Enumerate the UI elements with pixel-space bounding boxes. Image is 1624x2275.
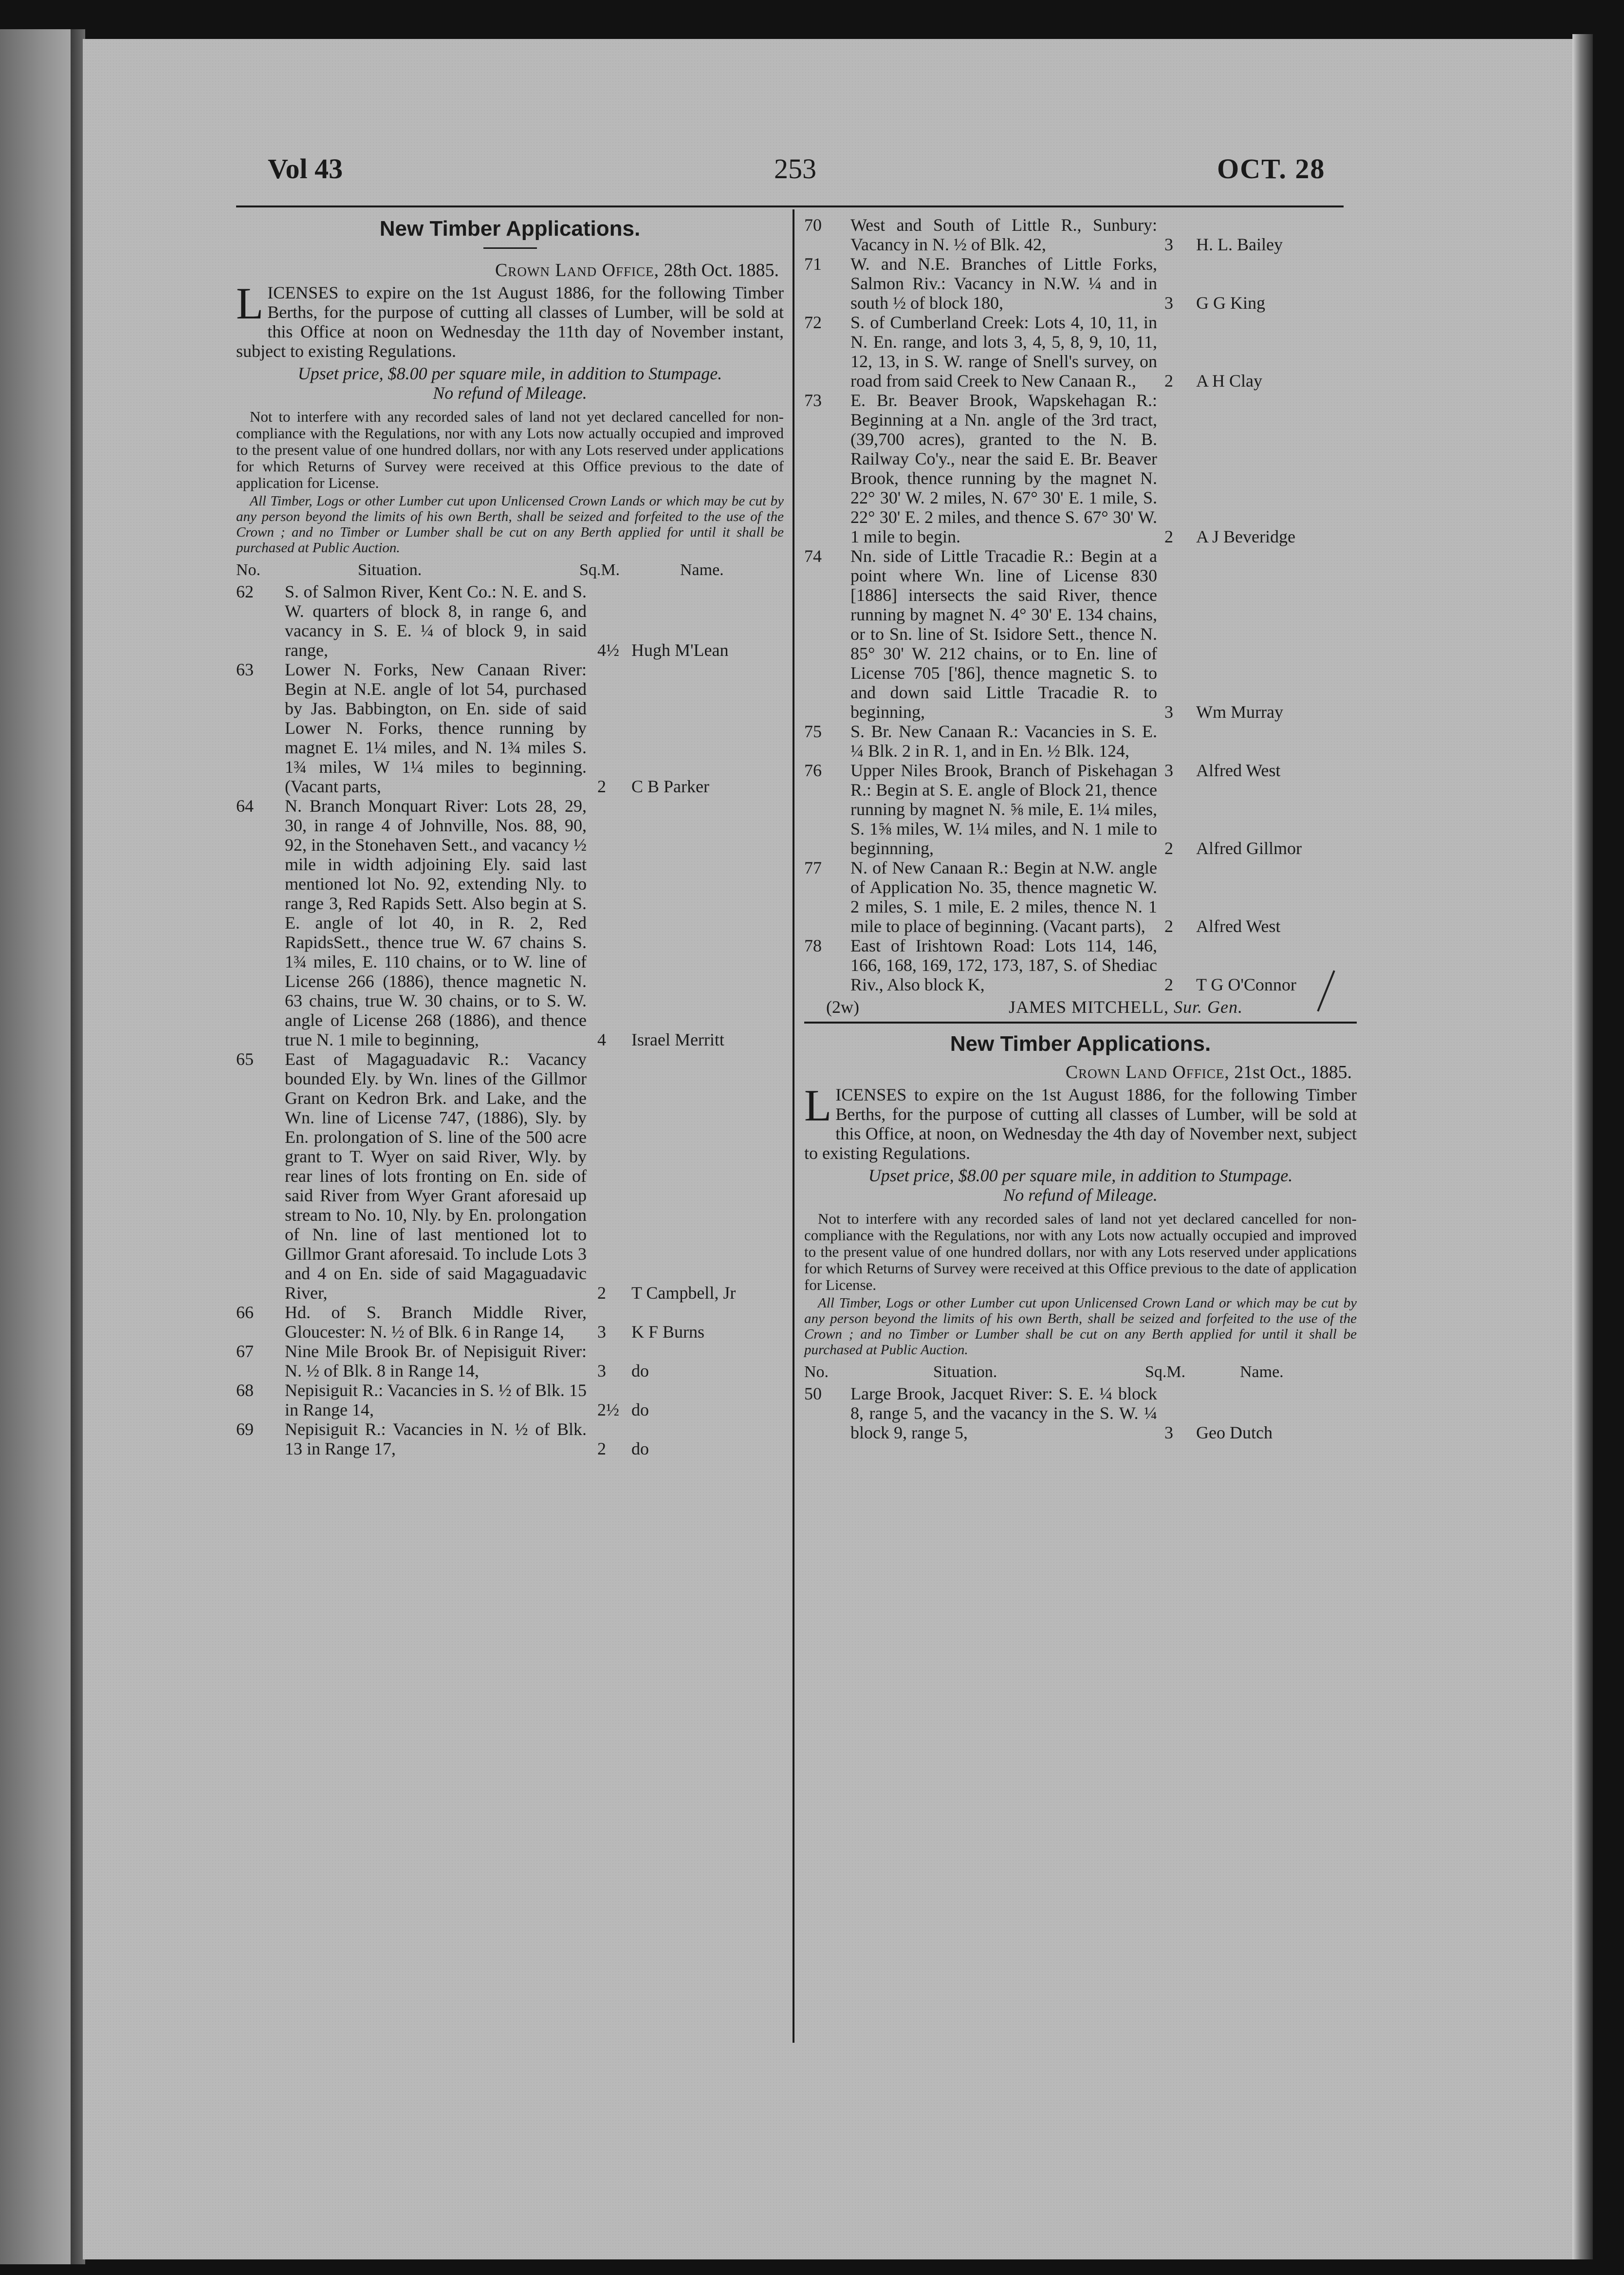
col-no-header: No. xyxy=(236,561,261,579)
no-refund: No refund of Mileage. xyxy=(1003,1185,1158,1205)
entry-name: Hugh M'Lean xyxy=(631,640,729,660)
entry-situation: West and South of Little R., Sunbury: Vacancy in N. ½ of Blk. 42, xyxy=(850,215,1157,254)
signatory xyxy=(1009,997,1243,1017)
header-rule xyxy=(236,205,1344,207)
entry-number: 70 xyxy=(804,215,822,235)
entry-number: 65 xyxy=(236,1049,254,1069)
entry-situation: Nine Mile Brook Br. of Nepisiguit River: N. ½ of Blk. 8 in Range 14, xyxy=(285,1342,587,1380)
entry-situation: Large Brook, Jacquet River: S. E. ¼ block 8, range 5, and the vacancy in the S. W. ¼ block 9, range 5, xyxy=(850,1384,1157,1442)
entry-number: 72 xyxy=(804,313,822,332)
entry-sq-miles: 3 xyxy=(1164,702,1173,722)
no-refund: No refund of Mileage. xyxy=(433,383,587,403)
entry-situation: Upper Niles Brook, Branch of Piskehagan R.: Begin at S. E. angle of Block 21, thence running by magnet N. ⅝ mile, E. 1¼ miles, S. 1⅝ miles, W. 1¼ miles, and N. 1 mile to beginnning, xyxy=(850,761,1157,858)
left-entry-list xyxy=(236,582,784,1458)
entry-sq-miles: 4 xyxy=(597,1030,606,1049)
table-row xyxy=(236,1380,784,1419)
table-header xyxy=(804,1362,1357,1384)
entry-name: Alfred Gillmor xyxy=(1196,839,1302,858)
entry-sq-miles: 3 xyxy=(1164,235,1173,254)
entry-sq-miles: 3 xyxy=(1164,293,1173,313)
entry-sq-miles: 2 xyxy=(1164,839,1173,858)
right-column xyxy=(804,215,1357,1442)
table-row xyxy=(236,1303,784,1342)
entry-sq-miles: 2 xyxy=(1164,371,1173,391)
entry-name: Alfred West xyxy=(1196,916,1281,936)
signature-line xyxy=(804,997,1357,1019)
entry-situation: S. of Cumberland Creek: Lots 4, 10, 11, in N. En. range, and lots 3, 4, 5, 8, 9, 10, 11, 12, 13, in S. W. range of Snell's survey, on road from said Creek to New Canaan R., xyxy=(850,313,1157,391)
section-rule xyxy=(804,1022,1357,1024)
entry-name: do xyxy=(631,1400,649,1419)
entry-name: T Campbell, Jr xyxy=(631,1283,736,1303)
entry-sq-miles: 2½ xyxy=(597,1400,619,1419)
entry-sq-miles: 3 xyxy=(597,1322,606,1342)
entry-situation: E. Br. Beaver Brook, Wapskehagan R.: Beginning at a Nn. angle of the 3rd tract, (39,700 acres), granted to the N. B. Railway Co'y., near the said E. Br. Beaver Brook, thence running by the magnet N. 22° 30' W. 2 miles, N. 67° 30' E. 1 mile, S. 22° 30' E. 2 miles, and thence S. 67° 30' W. 1 mile to begin. xyxy=(850,391,1157,546)
entry-situation: S. of Salmon River, Kent Co.: N. E. and S. W. quarters of block 8, in range 6, and vacancy in S. E. ¼ of block 9, in said range, xyxy=(285,582,587,660)
entry-number: 69 xyxy=(236,1419,254,1439)
col-situation-header: Situation. xyxy=(358,561,422,579)
office-dateline xyxy=(804,1063,1352,1082)
signatory-name: JAMES MITCHELL, xyxy=(1009,997,1169,1017)
page-right-edge xyxy=(1572,34,1593,2259)
entry-name: Wm Murray xyxy=(1196,702,1283,722)
table-row xyxy=(236,1049,784,1303)
entry-number: 50 xyxy=(804,1384,822,1403)
entry-sq-miles: 3 xyxy=(1164,1423,1173,1442)
table-row xyxy=(804,254,1357,313)
second-notice xyxy=(804,1030,1357,1442)
signatory-title: Sur. Gen. xyxy=(1174,997,1243,1017)
entry-situation: N. of New Canaan R.: Begin at N.W. angle of Application No. 35, thence magnetic W. 2 miles, S. 1 mile, E. 2 miles, thence N. 1 mile to place of beginning. (Vacant parts), xyxy=(850,858,1157,936)
table-row xyxy=(804,546,1357,722)
entry-situation: Nn. side of Little Tracadie R.: Begin at a point where Wn. line of License 830 [1886] intersects the said River, thence running by magnet N. 4° 30' E. 134 chains, or to Sn. line of St. Isidore Sett., thence N. 85° 30' W. 212 chains, or to En. line of License 705 ['86], thence magnetic S. to and down said Little Tracadie R. to beginning, xyxy=(850,546,1157,722)
col-sq-header: Sq.M. xyxy=(1145,1363,1186,1381)
entry-sq-miles: 2 xyxy=(1164,916,1173,936)
entry-sq-miles: 4½ xyxy=(597,640,619,660)
notice-intro: LICENSES to expire on the 1st August 1886, for the following Timber Berths, for the purpose of cutting all classes of Lumber, will be sold at this Office, at noon, on Wednesday the 4th day of November next, subject to existing Regulations. xyxy=(804,1081,1357,1163)
conditions-text: Not to interfere with any recorded sales of land not yet declared cancelled for non-compliance with the Regulations, nor with any Lots now actually occupied and improved to the present value of one hundred dollars, nor with any Lots reserved under applications for which Returns of Survey were received at this Office previous to the date of application for License. xyxy=(804,1210,1357,1293)
entry-situation: Hd. of S. Branch Middle River, Gloucester: N. ½ of Blk. 6 in Range 14, xyxy=(285,1303,587,1342)
entry-number: 76 xyxy=(804,761,822,780)
entry-situation: Nepisiguit R.: Vacancies in N. ½ of Blk. 13 in Range 17, xyxy=(285,1419,587,1458)
warning-text: All Timber, Logs or other Lumber cut upon Unlicensed Crown Land or which may be cut by any person beyond the limits of his own Berth, shall be seized and forfeited to the use of the Crown ; and no Timber or Lumber shall be cut on any Berth applied for until it shall be purchased at Public Auction. xyxy=(804,1295,1357,1358)
office-date: 21st Oct., 1885. xyxy=(1234,1062,1352,1082)
entry-number: 62 xyxy=(236,582,254,601)
entry-name: do xyxy=(631,1361,649,1380)
table-row xyxy=(804,215,1357,254)
entry-number: 73 xyxy=(804,391,822,410)
notice-intro: LICENSES to expire on the 1st August 1886, for the following Timber Berths, for the purpose of cutting all classes of Lumber, will be sold at this Office at noon on Wednesday the 11th day of November instant, subject to existing Regulations. xyxy=(236,279,784,361)
entry-number: 63 xyxy=(236,660,254,679)
entry-name: Geo Dutch xyxy=(1196,1423,1273,1442)
entry-situation: East of Magaguadavic R.: Vacancy bounded Ely. by Wn. lines of the Gillmor Grant on Kedron Brk. and Lake, and the Wn. line of License 747, (1886), Sly. by En. prolongation of S. line of the 500 acre grant to T. Wyer on said River, Wly. by rear lines of lots fronting on En. side of said River from Wyer Grant aforesaid up stream to No. 10, Nly. by En. prolongation of Nn. line of last mentioned lot to Gillmor Grant aforesaid. To include Lots 3 and 4 on En. side of said Magaguadavic River, xyxy=(285,1049,587,1303)
col-name-header: Name. xyxy=(1240,1363,1284,1381)
entry-sq-miles: 2 xyxy=(597,1283,606,1303)
right-entry-list xyxy=(804,215,1357,994)
entry-name: T G O'Connor xyxy=(1196,975,1296,994)
upset-price: Upset price, $8.00 per square mile, in addition to Stumpage. xyxy=(297,364,722,383)
office-dateline xyxy=(236,261,779,280)
col-situation-header: Situation. xyxy=(933,1363,997,1381)
entry-situation: Lower N. Forks, New Canaan River: Begin at N.E. angle of lot 54, purchased by Jas. Babbington, on En. side of said Lower N. Forks, thence running by magnet E. 1¼ miles, and N. 1¾ miles S. 1¾ miles, W 1¼ miles to beginning. (Vacant parts, xyxy=(285,660,587,796)
entry-situation: Nepisiguit R.: Vacancies in S. ½ of Blk. 15 in Range 14, xyxy=(285,1380,587,1419)
entry-sq-miles: 3 xyxy=(597,1361,606,1380)
column-divider xyxy=(793,209,794,2043)
facing-page-edge xyxy=(0,29,71,2264)
notice-title: New Timber Applications. xyxy=(379,217,641,241)
entry-name: do xyxy=(631,1439,649,1458)
table-row xyxy=(236,1419,784,1458)
entry-name: Alfred West xyxy=(1196,761,1281,780)
title-rule xyxy=(483,247,537,249)
volume-label: Vol 43 xyxy=(268,153,343,185)
table-row xyxy=(804,761,1357,858)
upset-price: Upset price, $8.00 per square mile, in addition to Stumpage. xyxy=(868,1166,1293,1185)
entry-sq-miles: 2 xyxy=(597,1439,606,1458)
table-row xyxy=(236,796,784,1049)
table-row xyxy=(236,582,784,660)
entry-sq-miles: 2 xyxy=(1164,975,1173,994)
entry-sq-miles: 3 xyxy=(1164,761,1173,780)
table-row xyxy=(804,313,1357,391)
entry-name: C B Parker xyxy=(631,777,709,796)
page-number: 253 xyxy=(774,153,816,185)
entry-number: 71 xyxy=(804,254,822,274)
entry-number: 75 xyxy=(804,722,822,741)
office-name: Crown Land Office, xyxy=(495,260,660,280)
col-no-header: No. xyxy=(804,1363,829,1381)
entry-sq-miles: 2 xyxy=(597,777,606,796)
drop-cap: L xyxy=(804,1081,832,1130)
insertion-count: (2w) xyxy=(826,997,859,1017)
entry-name: A J Beveridge xyxy=(1196,527,1295,546)
table-row xyxy=(236,660,784,796)
entry-number: 68 xyxy=(236,1380,254,1400)
table-row xyxy=(804,391,1357,546)
entry-name: H. L. Bailey xyxy=(1196,235,1283,254)
table-row xyxy=(804,858,1357,936)
office-date: 28th Oct. 1885. xyxy=(664,260,779,280)
issue-date: OCT. 28 xyxy=(1217,153,1326,185)
entry-name: G G King xyxy=(1196,293,1265,313)
col-name-header: Name. xyxy=(680,561,724,579)
conditions-text: Not to interfere with any recorded sales of land not yet declared cancelled for non-compliance with the Regulations, nor with any Lots now actually occupied and improved to the present value of one hundred dollars, nor with any Lots reserved under applications for which Returns of Survey were received at this Office previous to the date of application for License. xyxy=(236,408,784,491)
drop-cap: L xyxy=(236,279,264,328)
notice-title: New Timber Applications. xyxy=(950,1032,1211,1056)
table-row xyxy=(804,1384,1357,1442)
office-name: Crown Land Office, xyxy=(1065,1062,1230,1082)
entry-situation: W. and N.E. Branches of Little Forks, Salmon Riv.: Vacancy in N.W. ¼ and in south ½ of block 180, xyxy=(850,254,1157,313)
entry-number: 66 xyxy=(236,1303,254,1322)
warning-text: All Timber, Logs or other Lumber cut upon Unlicensed Crown Lands or which may be cut by any person beyond the limits of his own Berth, shall be seized and forfeited to the use of the Crown ; and no Timber or Lumber shall be cut on any Berth applied for until it shall be purchased at Public Auction. xyxy=(236,493,784,556)
table-row xyxy=(804,936,1357,994)
entry-situation: N. Branch Monquart River: Lots 28, 29, 30, in range 4 of Johnville, Nos. 88, 90, 92, in the Stonehaven Sett., and vacancy ½ mile in width adjoining Ely. said last mentioned lot No. 92, extending Nly. to range 3, Red Rapids Sett. Also begin at S. E. angle of lot 40, in R. 2, Red RapidsSett., thence true W. 67 chains S. 1¾ miles, E. 110 chains, or to W. line of License 266 (1886), thence magnetic N. 63 chains, true W. 30 chains, or to S. W. angle of License 268 (1886), and thence true N. 1 mile to beginning, xyxy=(285,796,587,1049)
entry-situation: East of Irishtown Road: Lots 114, 146, 166, 168, 169, 172, 173, 187, S. of Shediac Riv., Also block K, xyxy=(850,936,1157,994)
entry-number: 78 xyxy=(804,936,822,955)
col-sq-header: Sq.M. xyxy=(579,561,620,579)
entry-situation: S. Br. New Canaan R.: Vacancies in S. E. ¼ Blk. 2 in R. 1, and in En. ½ Blk. 124, xyxy=(850,722,1157,761)
entry-number: 74 xyxy=(804,546,822,566)
entry-sq-miles: 2 xyxy=(1164,527,1173,546)
table-header xyxy=(236,560,784,582)
table-row xyxy=(236,1342,784,1380)
entry-number: 67 xyxy=(236,1342,254,1361)
entry-number: 77 xyxy=(804,858,822,877)
entry-name: K F Burns xyxy=(631,1322,705,1342)
entry-number: 64 xyxy=(236,796,254,816)
entry-name: Israel Merritt xyxy=(631,1030,724,1049)
entry-name: A H Clay xyxy=(1196,371,1263,391)
left-column xyxy=(236,215,784,1458)
